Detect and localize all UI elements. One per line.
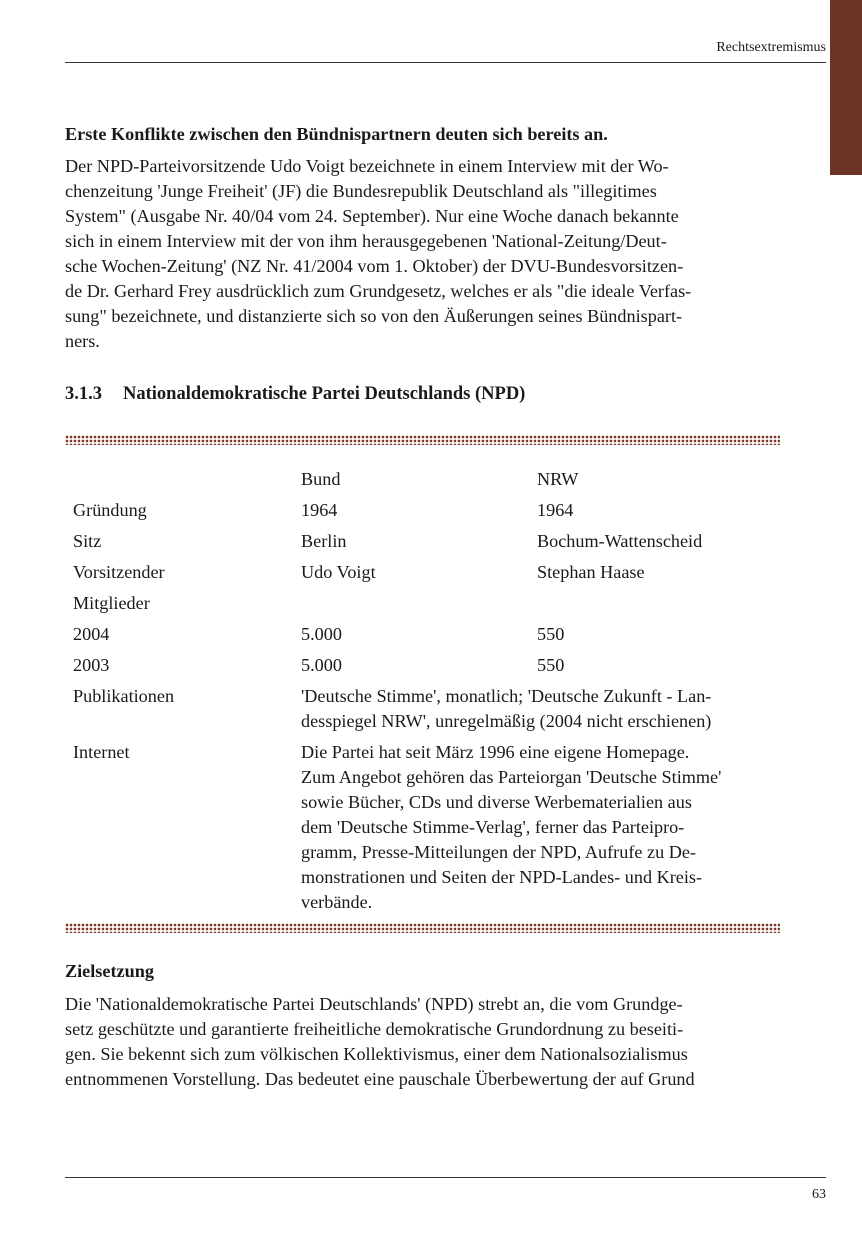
bund-value: 5.000	[301, 655, 342, 675]
row-label: Vorsitzender	[73, 562, 165, 582]
bund-value	[301, 585, 537, 616]
chapter-tab	[830, 0, 862, 175]
internet-line: verbände.	[301, 892, 373, 912]
internet-line: Zum Angebot gehören das Parteiorgan 'Deutsche Stimme'	[301, 767, 722, 787]
row-label: Internet	[73, 742, 130, 762]
table-row	[65, 616, 780, 647]
internet-line: Die Partei hat seit März 1996 eine eigene Homepage.	[301, 742, 690, 762]
row-label: Publikationen	[73, 686, 175, 706]
section-number: 3.1.3	[65, 384, 102, 404]
ziel-line: gen. Sie bekennt sich zum völkischen Kollektivismus, einer dem Nationalsozialismus	[65, 1044, 688, 1064]
internet-line: dem 'Deutsche Stimme-Verlag', ferner das Parteipro-	[301, 817, 685, 837]
bund-value: 1964	[301, 500, 338, 520]
npd-facts-table	[65, 467, 780, 915]
publikationen-line: 'Deutsche Stimme', monatlich; 'Deutsche Zukunft - Lan-	[301, 686, 712, 706]
intro-line: sche Wochen-Zeitung' (NZ Nr. 41/2004 vom 1. Oktober) der DVU-Bundesvorsitzen-	[65, 256, 684, 276]
nrw-value: 550	[537, 655, 565, 675]
section-heading	[65, 384, 780, 405]
intro-line: Der NPD-Parteivorsitzende Udo Voigt bezeichnete in einem Interview mit der Wo-	[65, 156, 669, 176]
page-content	[65, 122, 780, 1092]
publikationen-line: desspiegel NRW', unregelmäßig (2004 nicht erschienen)	[301, 711, 712, 731]
column-head-bund: Bund	[301, 469, 341, 489]
nrw-value: 550	[537, 624, 565, 644]
row-label: Mitglieder	[73, 593, 150, 613]
ziel-line: setz geschützte und garantierte freiheitliche demokratische Grundordnung zu beseiti-	[65, 1019, 684, 1039]
nrw-value: Bochum-Wattenscheid	[537, 531, 703, 551]
page-number: 63	[812, 1187, 826, 1202]
row-label: 2004	[73, 624, 110, 644]
nrw-value: Stephan Haase	[537, 562, 645, 582]
intro-line: System" (Ausgabe Nr. 40/04 vom 24. September). Nur eine Woche danach bekannte	[65, 206, 679, 226]
row-label: Sitz	[73, 531, 102, 551]
zielsetzung-paragraph	[65, 992, 780, 1092]
intro-line: de Dr. Gerhard Frey ausdrücklich zum Grundgesetz, welches er als "die ideale Verfas-	[65, 281, 692, 301]
intro-line: chenzeitung 'Junge Freiheit' (JF) die Bundesrepublik Deutschland als "illegitimes	[65, 181, 657, 201]
nrw-value	[537, 585, 780, 616]
table-row-publikationen	[65, 678, 780, 734]
table-row	[65, 523, 780, 554]
table-row-internet	[65, 734, 780, 915]
internet-line: gramm, Presse-Mitteilungen der NPD, Aufrufe zu De-	[301, 842, 696, 862]
table-cell-empty	[65, 467, 301, 492]
intro-bold-line: Erste Konflikte zwischen den Bündnispartnern deuten sich bereits an.	[65, 124, 608, 144]
internet-line: monstrationen und Seiten der NPD-Landes- und Kreis-	[301, 867, 703, 887]
table-row	[65, 492, 780, 523]
table-row	[65, 585, 780, 616]
footer-rule	[65, 1177, 826, 1178]
intro-line: sung" bezeichnete, und distanzierte sich so von den Äußerungen seines Bündnispart-	[65, 306, 683, 326]
dotted-divider-bottom	[65, 923, 780, 933]
intro-paragraph	[65, 154, 780, 354]
ziel-line: Die 'Nationaldemokratische Partei Deutschlands' (NPD) strebt an, die vom Grundge-	[65, 994, 683, 1014]
zielsetzung-heading: Zielsetzung	[65, 961, 154, 981]
table-row	[65, 554, 780, 585]
running-head: Rechtsextremismus	[716, 40, 826, 55]
ziel-line: entnommenen Vorstellung. Das bedeutet eine pauschale Überbewertung der auf Grund	[65, 1069, 695, 1089]
section-title: Nationaldemokratische Partei Deutschlands (NPD)	[123, 384, 526, 404]
bund-value: 5.000	[301, 624, 342, 644]
intro-line: ners.	[65, 331, 100, 351]
bund-value: Berlin	[301, 531, 347, 551]
internet-text	[301, 734, 780, 915]
internet-line: sowie Bücher, CDs und diverse Werbematerialien aus	[301, 792, 692, 812]
intro-line: sich in einem Interview mit der von ihm herausgegebenen 'National-Zeitung/Deut-	[65, 231, 667, 251]
table-row	[65, 647, 780, 678]
table-header-row	[65, 467, 780, 492]
dotted-divider-top	[65, 435, 780, 445]
header-rule	[65, 62, 826, 63]
publikationen-text	[301, 678, 780, 734]
row-label: 2003	[73, 655, 110, 675]
column-head-nrw: NRW	[537, 469, 579, 489]
nrw-value: 1964	[537, 500, 574, 520]
row-label: Gründung	[73, 500, 147, 520]
bund-value: Udo Voigt	[301, 562, 376, 582]
